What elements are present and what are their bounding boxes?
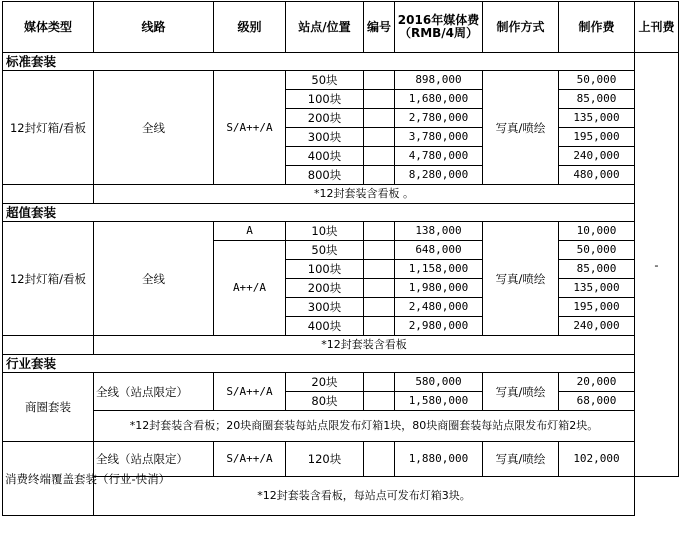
code-cell (364, 392, 395, 411)
production-fee-cell: 240,000 (559, 317, 635, 336)
production-fee-cell: 240,000 (559, 147, 635, 166)
media-fee-cell: 898,000 (395, 71, 483, 90)
note-row (3, 411, 679, 442)
value-production-method: 写真/喷绘 (483, 222, 559, 336)
header-media-type: 媒体类型 (3, 2, 94, 53)
circle-level: S/A++/A (214, 373, 286, 411)
media-fee-cell: 648,000 (395, 241, 483, 260)
code-cell (364, 298, 395, 317)
production-fee-cell: 195,000 (559, 128, 635, 147)
header-production-fee: 制作费 (559, 2, 635, 53)
media-fee-cell: 1,158,000 (395, 260, 483, 279)
consumer-level: S/A++/A (214, 442, 286, 477)
station-cell: 80块 (286, 392, 364, 411)
consumer-route: 全线（站点限定） (94, 442, 214, 477)
station-cell: 200块 (286, 279, 364, 298)
value-media-type: 12封灯箱/看板 (3, 222, 94, 336)
production-fee-cell: 480,000 (559, 166, 635, 185)
station-cell: 800块 (286, 166, 364, 185)
header-media-fee (395, 2, 483, 53)
station-cell: 100块 (286, 90, 364, 109)
production-fee-cell: 102,000 (559, 442, 635, 477)
production-fee-cell: 20,000 (559, 373, 635, 392)
circle-route: 全线（站点限定） (94, 373, 214, 411)
publish-fee-cell: - (635, 53, 679, 477)
header-publish-fee: 上刊费 (635, 2, 679, 53)
header-production-method: 制作方式 (483, 2, 559, 53)
media-fee-cell: 2,980,000 (395, 317, 483, 336)
media-fee-cell: 580,000 (395, 373, 483, 392)
circle-media-type: 商圈套装 (3, 373, 94, 442)
station-cell: 400块 (286, 317, 364, 336)
media-fee-cell: 4,780,000 (395, 147, 483, 166)
standard-level: S/A++/A (214, 71, 286, 185)
value-level-a: A (214, 222, 286, 241)
table-row (3, 222, 679, 241)
empty-cell (3, 185, 94, 204)
station-cell: 300块 (286, 128, 364, 147)
standard-production-method: 写真/喷绘 (483, 71, 559, 185)
note-row (3, 336, 679, 355)
code-cell (364, 71, 395, 90)
media-fee-cell: 2,480,000 (395, 298, 483, 317)
circle-note: *12封套装含看板；20块商圈套装每站点限发布灯箱1块，80块商圈套装每站点限发布灯箱2块。 (94, 411, 635, 442)
section-row-value (3, 204, 679, 222)
standard-media-type: 12封灯箱/看板 (3, 71, 94, 185)
production-fee-cell: 85,000 (559, 260, 635, 279)
section-row-industry (3, 355, 679, 373)
standard-note: *12封套装含看板 。 (94, 185, 635, 204)
production-fee-cell: 10,000 (559, 222, 635, 241)
production-fee-cell: 68,000 (559, 392, 635, 411)
section-row-standard (3, 53, 679, 71)
station-cell: 300块 (286, 298, 364, 317)
consumer-media-type: 消费终端覆盖套装（行业-快消） (3, 442, 94, 516)
station-cell: 200块 (286, 109, 364, 128)
code-cell (364, 317, 395, 336)
table-row (3, 373, 679, 392)
note-row (3, 185, 679, 204)
code-cell (364, 442, 395, 477)
rate-card-table (2, 1, 679, 516)
station-cell: 100块 (286, 260, 364, 279)
value-route: 全线 (94, 222, 214, 336)
value-note: *12封套装含看板 (94, 336, 635, 355)
value-level-b: A++/A (214, 241, 286, 336)
media-fee-cell: 1,980,000 (395, 279, 483, 298)
code-cell (364, 241, 395, 260)
production-fee-cell: 50,000 (559, 71, 635, 90)
station-cell: 20块 (286, 373, 364, 392)
media-fee-cell: 1,680,000 (395, 90, 483, 109)
code-cell (364, 222, 395, 241)
media-fee-cell: 3,780,000 (395, 128, 483, 147)
standard-route: 全线 (94, 71, 214, 185)
table-row (3, 442, 679, 477)
station-cell: 10块 (286, 222, 364, 241)
header-media-fee-line1: 2016年媒体费 (397, 13, 480, 27)
production-fee-cell: 85,000 (559, 90, 635, 109)
station-cell: 50块 (286, 71, 364, 90)
media-fee-cell: 1,880,000 (395, 442, 483, 477)
code-cell (364, 90, 395, 109)
station-cell: 50块 (286, 241, 364, 260)
station-cell: 120块 (286, 442, 364, 477)
production-fee-cell: 50,000 (559, 241, 635, 260)
consumer-production-method: 写真/喷绘 (483, 442, 559, 477)
production-fee-cell: 135,000 (559, 109, 635, 128)
production-fee-cell: 135,000 (559, 279, 635, 298)
header-route: 线路 (94, 2, 214, 53)
code-cell (364, 147, 395, 166)
header-media-fee-line2: （RMB/4周） (398, 26, 479, 40)
section-title-standard: 标准套装 (3, 53, 635, 71)
section-title-industry: 行业套装 (3, 355, 635, 373)
table-row (3, 71, 679, 90)
code-cell (364, 128, 395, 147)
code-cell (364, 166, 395, 185)
code-cell (364, 260, 395, 279)
header-row (3, 2, 679, 53)
code-cell (364, 109, 395, 128)
header-station: 站点/位置 (286, 2, 364, 53)
code-cell (364, 279, 395, 298)
media-fee-cell: 138,000 (395, 222, 483, 241)
station-cell: 400块 (286, 147, 364, 166)
media-fee-cell: 8,280,000 (395, 166, 483, 185)
empty-cell (3, 336, 94, 355)
circle-production-method: 写真/喷绘 (483, 373, 559, 411)
production-fee-cell: 195,000 (559, 298, 635, 317)
header-level: 级别 (214, 2, 286, 53)
header-code: 编号 (364, 2, 395, 53)
media-fee-cell: 1,580,000 (395, 392, 483, 411)
media-fee-cell: 2,780,000 (395, 109, 483, 128)
section-title-value: 超值套装 (3, 204, 635, 222)
code-cell (364, 373, 395, 392)
consumer-note: *12封套装含看板，每站点可发布灯箱3块。 (94, 477, 635, 516)
